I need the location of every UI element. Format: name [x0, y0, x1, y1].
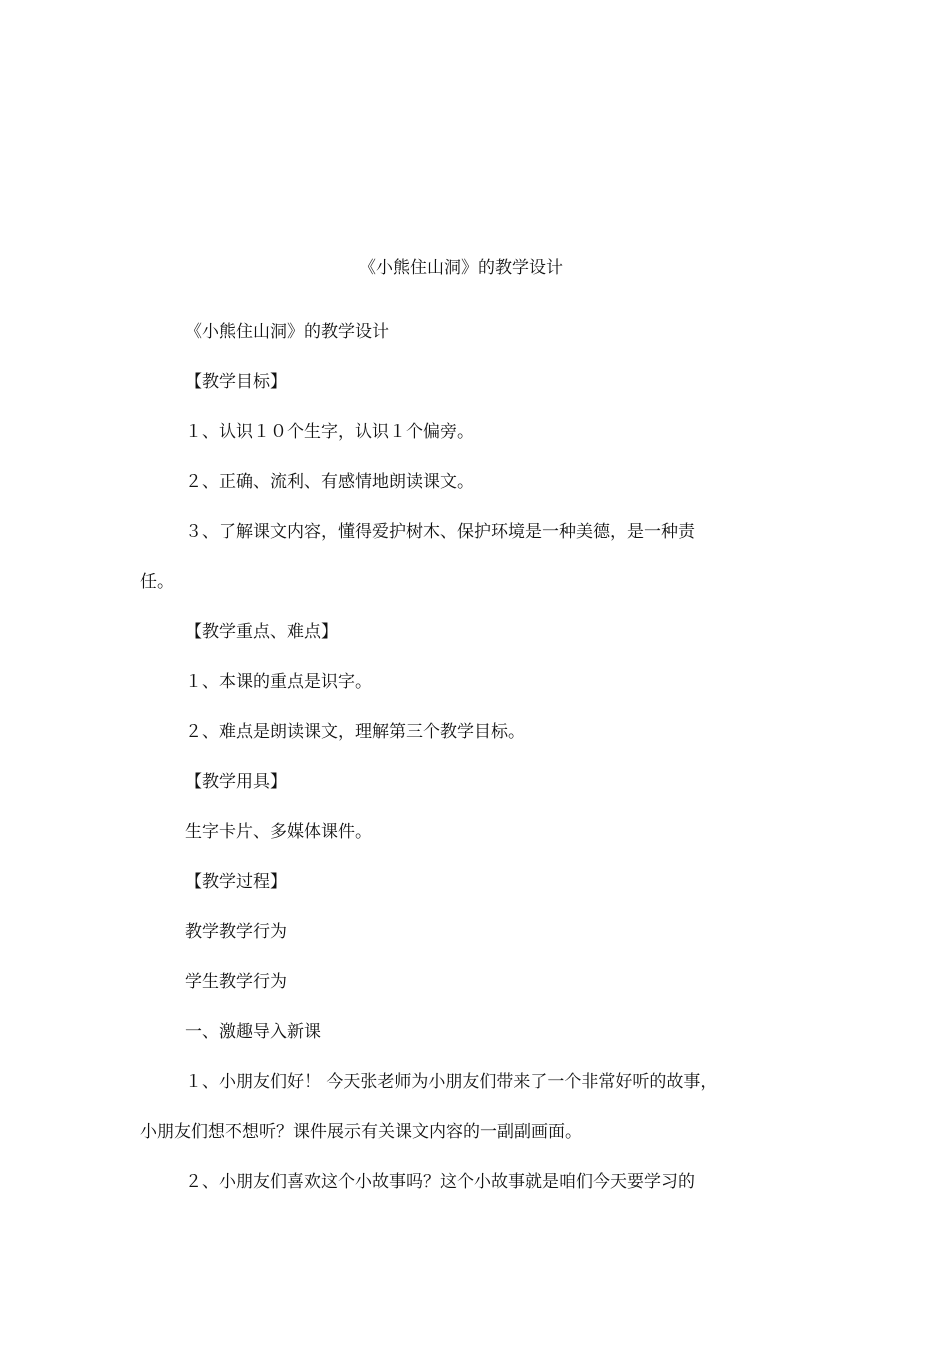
- section-heading: 【教学用具】: [185, 772, 287, 792]
- paragraph: 《小熊住山洞》的教学设计: [185, 322, 389, 342]
- paragraph-continuation: 小朋友们想不想听？课件展示有关课文内容的一副副画面。: [140, 1122, 582, 1142]
- paragraph: ２、难点是朗读课文，理解第三个教学目标。: [185, 722, 525, 742]
- paragraph: １、小朋友们好！ 今天张老师为小朋友们带来了一个非常好听的故事，: [185, 1072, 718, 1092]
- section-heading: 【教学重点、难点】: [185, 622, 338, 642]
- paragraph: １、认识１０个生字，认识１个偏旁。: [185, 422, 474, 442]
- paragraph-continuation: 任。: [140, 572, 174, 592]
- section-heading: 【教学过程】: [185, 872, 287, 892]
- paragraph: 教学教学行为: [185, 922, 287, 942]
- document-title: 《小熊住山洞》的教学设计: [359, 258, 563, 278]
- paragraph: ２、正确、流利、有感情地朗读课文。: [185, 472, 474, 492]
- paragraph: 学生教学行为: [185, 972, 287, 992]
- paragraph: ２、小朋友们喜欢这个小故事吗？这个小故事就是咱们今天要学习的: [185, 1172, 695, 1192]
- section-heading: 【教学目标】: [185, 372, 287, 392]
- paragraph: 一、激趣导入新课: [185, 1022, 321, 1042]
- paragraph: ３、了解课文内容，懂得爱护树木、保护环境是一种美德，是一种责: [185, 522, 695, 542]
- paragraph: 生字卡片、多媒体课件。: [185, 822, 372, 842]
- paragraph: １、本课的重点是识字。: [185, 672, 372, 692]
